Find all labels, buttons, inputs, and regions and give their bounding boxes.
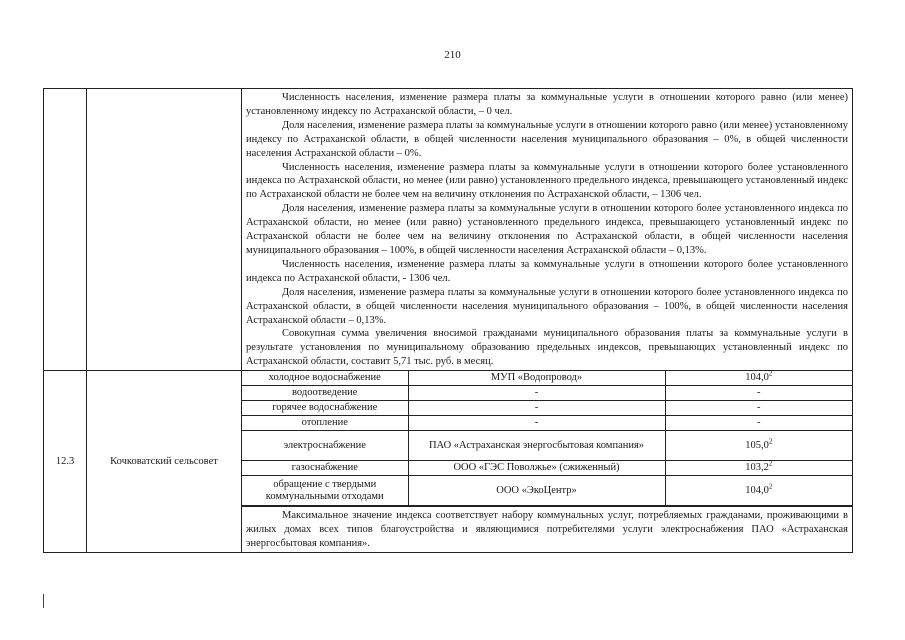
- service-name: газоснабжение: [242, 461, 408, 476]
- service-row: [242, 386, 852, 401]
- service-index: -: [665, 416, 852, 431]
- paragraph: Максимальное значение индекса соответствует набору коммунальных услуг, потребляемых гражданами, проживающими в жилых домах всех типов благоустройства и являющимися потребителями услуги электроснабжения ПАО «Астраханская энергосбытовая компания».: [246, 510, 848, 549]
- page-number: 210: [444, 49, 461, 61]
- service-name: водоотведение: [242, 386, 408, 401]
- service-row: [242, 371, 852, 386]
- services-table: [242, 371, 852, 506]
- service-index: -: [665, 401, 852, 416]
- service-row: [242, 476, 852, 506]
- tariff-table: [43, 88, 853, 553]
- service-provider: ООО «ЭкоЦентр»: [408, 476, 665, 506]
- row-name-cell-empty: [87, 89, 242, 371]
- paragraph: Доля населения, изменение размера платы за коммунальные услуги в отношении которого более установленного индекса по Астраханской области, но менее (или равно) установленного предельного индекса, превышающего установленный индекс по Астраханской области не более чем на величину отклонения по Астраханской области, в общей численности населения муниципального образования – 100%, в общей численности населения Астраханской области – 0,13%.: [246, 203, 848, 256]
- service-row: [242, 416, 852, 431]
- table-row: [44, 89, 853, 371]
- service-provider: МУП «Водопровод»: [408, 371, 665, 386]
- paragraph: Численность населения, изменение размера платы за коммунальные услуги в отношении которого более установленного индекса по Астраханской области, но менее (или равно) установленного предельного индекса, превышающего установленный индекс по Астраханской области не более чем на величину отклонения по Астраханской области, – 1306 чел.: [246, 161, 848, 201]
- paragraph: Совокупная сумма увеличения вносимой гражданами муниципального образования платы за коммунальные услуги в результате установления по муниципальному образованию предельных индексов, превышающих установленный индекс по Астраханской области, составит 5,71 тыс. руб. в месяц.: [246, 328, 848, 368]
- services-cell: [242, 371, 853, 507]
- paragraph: Доля населения, изменение размера платы за коммунальные услуги в отношении которого более установленного индекса по Астраханской области, в общей численности населения муниципального образования – 100%, в общей численности населения Астраханской области – 0,13%.: [246, 286, 848, 326]
- service-provider: -: [408, 416, 665, 431]
- service-index: -: [665, 386, 852, 401]
- table-row: [44, 371, 853, 507]
- service-index: 105,0$^2$: [665, 431, 852, 461]
- max-index-note: [242, 507, 853, 552]
- service-row: [242, 461, 852, 476]
- row-number: 12.3: [44, 371, 87, 552]
- population-description: [242, 89, 853, 371]
- service-provider: -: [408, 386, 665, 401]
- service-provider: -: [408, 401, 665, 416]
- service-provider: ООО «ГЭС Поволжье» (сжиженный): [408, 461, 665, 476]
- service-row: [242, 431, 852, 461]
- service-index: 103,2$^2$: [665, 461, 852, 476]
- service-index: 104,0$^2$: [665, 476, 852, 506]
- service-provider: ПАО «Астраханская энергосбытовая компания»: [408, 431, 665, 461]
- service-name: горячее водоснабжение: [242, 401, 408, 416]
- paragraph: Численность населения, изменение размера платы за коммунальные услуги в отношении которого более установленного индекса по Астраханской области, - 1306 чел.: [246, 258, 848, 284]
- service-name: отопление: [242, 416, 408, 431]
- service-name: обращение с твердыми коммунальными отходами: [242, 476, 408, 506]
- paragraph: Численность населения, изменение размера платы за коммунальные услуги в отношении которого равно (или менее) установленному индексу по Астраханской области, – 0 чел.: [246, 92, 848, 117]
- row-number-cell-empty: [44, 89, 87, 371]
- margin-tick: [43, 594, 45, 608]
- service-name: холодное водоснабжение: [242, 371, 408, 386]
- service-row: [242, 401, 852, 416]
- service-index: 104,0$^2$: [665, 371, 852, 386]
- service-name: электроснабжение: [242, 431, 408, 461]
- paragraph: Доля населения, изменение размера платы за коммунальные услуги в отношении которого равно (или менее) установленному индексу по Астраханской области, в общей численности населения муниципального образования – 0%, в общей численности населения Астраханской области – 0%.: [246, 119, 848, 159]
- municipality-name: Кочковатский сельсовет: [87, 371, 242, 552]
